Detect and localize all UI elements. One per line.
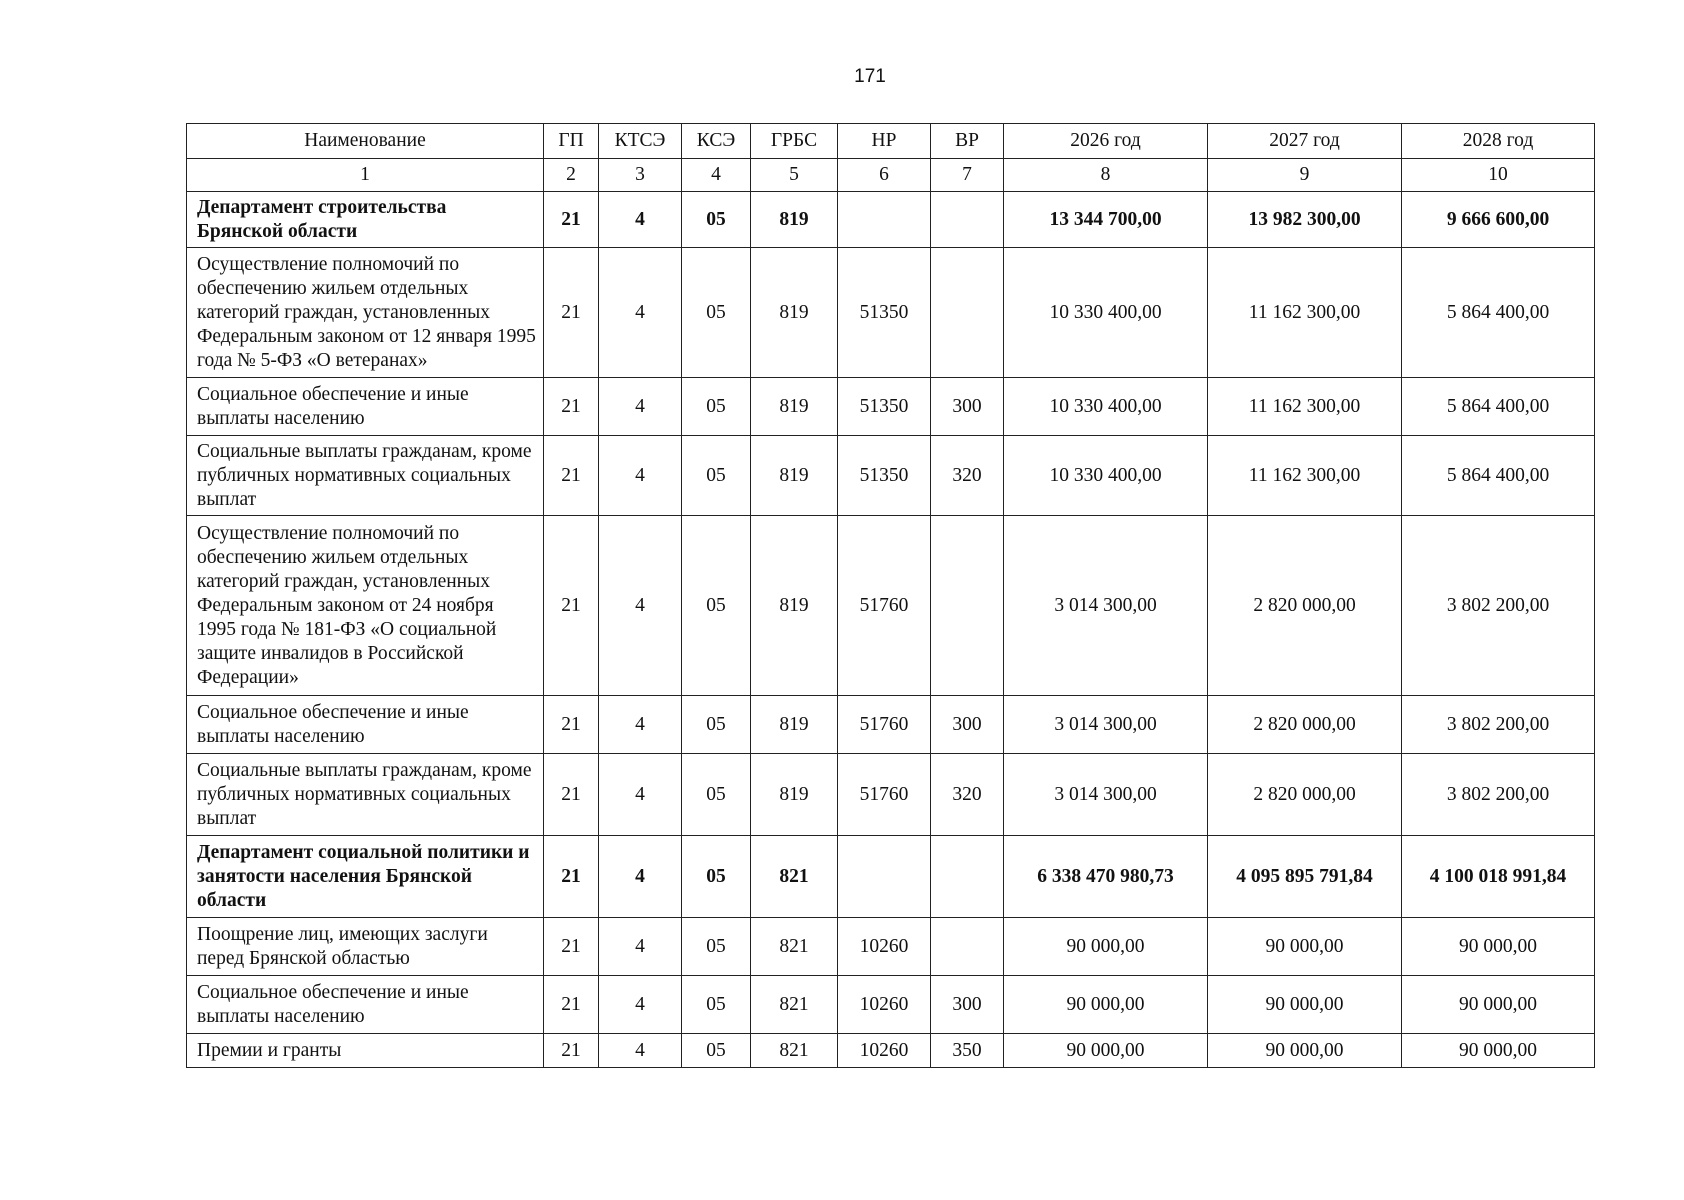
cell-vr: 300 <box>931 378 1004 436</box>
cell-grbs: 819 <box>751 378 838 436</box>
column-number: 6 <box>838 159 931 192</box>
row-name: Социальное обеспечение и иные выплаты населению <box>187 696 544 754</box>
cell-kse: 05 <box>682 436 751 516</box>
cell-nr: 51350 <box>838 248 931 378</box>
cell-2028: 90 000,00 <box>1402 976 1595 1034</box>
cell-vr <box>931 248 1004 378</box>
cell-2026: 3 014 300,00 <box>1004 696 1208 754</box>
cell-gp: 21 <box>544 516 599 696</box>
cell-kse: 05 <box>682 696 751 754</box>
cell-2027: 2 820 000,00 <box>1208 516 1402 696</box>
cell-2028: 90 000,00 <box>1402 918 1595 976</box>
cell-ktse: 4 <box>599 1034 682 1068</box>
cell-2026: 10 330 400,00 <box>1004 248 1208 378</box>
table-row <box>187 918 1595 976</box>
cell-grbs: 821 <box>751 1034 838 1068</box>
cell-2026: 90 000,00 <box>1004 976 1208 1034</box>
column-number: 10 <box>1402 159 1595 192</box>
cell-nr: 51760 <box>838 516 931 696</box>
header-grbs: ГРБС <box>751 124 838 159</box>
column-number: 4 <box>682 159 751 192</box>
table-body <box>187 192 1595 1068</box>
cell-kse: 05 <box>682 516 751 696</box>
table-row <box>187 378 1595 436</box>
row-name: Социальное обеспечение и иные выплаты населению <box>187 378 544 436</box>
cell-gp: 21 <box>544 192 599 248</box>
cell-2026: 90 000,00 <box>1004 918 1208 976</box>
cell-vr <box>931 192 1004 248</box>
cell-kse: 05 <box>682 976 751 1034</box>
cell-kse: 05 <box>682 248 751 378</box>
cell-2028: 5 864 400,00 <box>1402 378 1595 436</box>
cell-ktse: 4 <box>599 436 682 516</box>
row-name: Осуществление полномочий по обеспечению жильем отдельных категорий граждан, установленных Федеральным законом от 24 ноября 1995 года № 181-ФЗ «О социальной защите инвалидов в Российской Федерации» <box>187 516 544 696</box>
header-2027: 2027 год <box>1208 124 1402 159</box>
cell-kse: 05 <box>682 378 751 436</box>
cell-ktse: 4 <box>599 516 682 696</box>
row-name: Премии и гранты <box>187 1034 544 1068</box>
table-row <box>187 516 1595 696</box>
cell-nr <box>838 192 931 248</box>
header-2026: 2026 год <box>1004 124 1208 159</box>
cell-2026: 6 338 470 980,73 <box>1004 836 1208 918</box>
cell-2027: 11 162 300,00 <box>1208 378 1402 436</box>
cell-gp: 21 <box>544 918 599 976</box>
cell-2027: 2 820 000,00 <box>1208 696 1402 754</box>
cell-grbs: 821 <box>751 836 838 918</box>
cell-vr: 320 <box>931 754 1004 836</box>
table-row <box>187 248 1595 378</box>
cell-2027: 90 000,00 <box>1208 1034 1402 1068</box>
column-number: 2 <box>544 159 599 192</box>
cell-vr <box>931 516 1004 696</box>
cell-nr: 51350 <box>838 378 931 436</box>
table-row <box>187 192 1595 248</box>
cell-nr: 10260 <box>838 976 931 1034</box>
cell-2028: 3 802 200,00 <box>1402 754 1595 836</box>
cell-grbs: 819 <box>751 696 838 754</box>
cell-2026: 10 330 400,00 <box>1004 378 1208 436</box>
cell-grbs: 819 <box>751 516 838 696</box>
column-number-row <box>187 159 1595 192</box>
cell-2026: 3 014 300,00 <box>1004 516 1208 696</box>
table-row <box>187 976 1595 1034</box>
cell-kse: 05 <box>682 918 751 976</box>
row-name: Департамент строительства Брянской области <box>187 192 544 248</box>
cell-2027: 11 162 300,00 <box>1208 248 1402 378</box>
header-vr: ВР <box>931 124 1004 159</box>
table-row <box>187 696 1595 754</box>
header-2028: 2028 год <box>1402 124 1595 159</box>
cell-2028: 90 000,00 <box>1402 1034 1595 1068</box>
cell-2027: 11 162 300,00 <box>1208 436 1402 516</box>
cell-nr: 51760 <box>838 696 931 754</box>
column-number: 1 <box>187 159 544 192</box>
cell-gp: 21 <box>544 378 599 436</box>
cell-vr: 300 <box>931 696 1004 754</box>
cell-vr <box>931 836 1004 918</box>
cell-gp: 21 <box>544 1034 599 1068</box>
table-row <box>187 754 1595 836</box>
cell-2028: 3 802 200,00 <box>1402 516 1595 696</box>
column-number: 5 <box>751 159 838 192</box>
cell-2026: 3 014 300,00 <box>1004 754 1208 836</box>
row-name: Социальные выплаты гражданам, кроме публичных нормативных социальных выплат <box>187 436 544 516</box>
cell-2027: 13 982 300,00 <box>1208 192 1402 248</box>
header-ktse: КТСЭ <box>599 124 682 159</box>
row-name: Социальные выплаты гражданам, кроме публичных нормативных социальных выплат <box>187 754 544 836</box>
row-name: Социальное обеспечение и иные выплаты населению <box>187 976 544 1034</box>
cell-gp: 21 <box>544 248 599 378</box>
cell-vr <box>931 918 1004 976</box>
table-row <box>187 1034 1595 1068</box>
cell-gp: 21 <box>544 976 599 1034</box>
header-gp: ГП <box>544 124 599 159</box>
cell-ktse: 4 <box>599 192 682 248</box>
cell-vr: 350 <box>931 1034 1004 1068</box>
row-name: Осуществление полномочий по обеспечению жильем отдельных категорий граждан, установленных Федеральным законом от 12 января 1995 года № 5-ФЗ «О ветеранах» <box>187 248 544 378</box>
header-row <box>187 124 1595 159</box>
cell-2028: 9 666 600,00 <box>1402 192 1595 248</box>
cell-kse: 05 <box>682 754 751 836</box>
column-number: 8 <box>1004 159 1208 192</box>
cell-nr: 51760 <box>838 754 931 836</box>
cell-kse: 05 <box>682 192 751 248</box>
row-name: Поощрение лиц, имеющих заслуги перед Брянской областью <box>187 918 544 976</box>
cell-gp: 21 <box>544 836 599 918</box>
cell-2026: 13 344 700,00 <box>1004 192 1208 248</box>
cell-gp: 21 <box>544 754 599 836</box>
budget-table <box>186 123 1595 1068</box>
header-kse: КСЭ <box>682 124 751 159</box>
table-row <box>187 836 1595 918</box>
cell-grbs: 821 <box>751 976 838 1034</box>
cell-2027: 4 095 895 791,84 <box>1208 836 1402 918</box>
cell-2026: 90 000,00 <box>1004 1034 1208 1068</box>
cell-ktse: 4 <box>599 248 682 378</box>
row-name: Департамент социальной политики и занятости населения Брянской области <box>187 836 544 918</box>
column-number: 3 <box>599 159 682 192</box>
cell-ktse: 4 <box>599 836 682 918</box>
cell-ktse: 4 <box>599 378 682 436</box>
cell-ktse: 4 <box>599 754 682 836</box>
cell-kse: 05 <box>682 1034 751 1068</box>
cell-grbs: 821 <box>751 918 838 976</box>
cell-2026: 10 330 400,00 <box>1004 436 1208 516</box>
cell-ktse: 4 <box>599 918 682 976</box>
cell-ktse: 4 <box>599 976 682 1034</box>
cell-grbs: 819 <box>751 248 838 378</box>
cell-vr: 320 <box>931 436 1004 516</box>
cell-nr: 10260 <box>838 918 931 976</box>
cell-nr <box>838 836 931 918</box>
cell-2027: 90 000,00 <box>1208 918 1402 976</box>
cell-gp: 21 <box>544 696 599 754</box>
cell-nr: 10260 <box>838 1034 931 1068</box>
cell-2028: 5 864 400,00 <box>1402 248 1595 378</box>
table-row <box>187 436 1595 516</box>
header-name: Наименование <box>187 124 544 159</box>
column-number: 7 <box>931 159 1004 192</box>
page-number: 171 <box>854 66 886 87</box>
cell-2028: 4 100 018 991,84 <box>1402 836 1595 918</box>
cell-grbs: 819 <box>751 436 838 516</box>
cell-kse: 05 <box>682 836 751 918</box>
header-nr: НР <box>838 124 931 159</box>
cell-2027: 90 000,00 <box>1208 976 1402 1034</box>
cell-grbs: 819 <box>751 754 838 836</box>
cell-2028: 3 802 200,00 <box>1402 696 1595 754</box>
cell-2027: 2 820 000,00 <box>1208 754 1402 836</box>
cell-grbs: 819 <box>751 192 838 248</box>
cell-gp: 21 <box>544 436 599 516</box>
cell-ktse: 4 <box>599 696 682 754</box>
cell-nr: 51350 <box>838 436 931 516</box>
cell-2028: 5 864 400,00 <box>1402 436 1595 516</box>
cell-vr: 300 <box>931 976 1004 1034</box>
column-number: 9 <box>1208 159 1402 192</box>
